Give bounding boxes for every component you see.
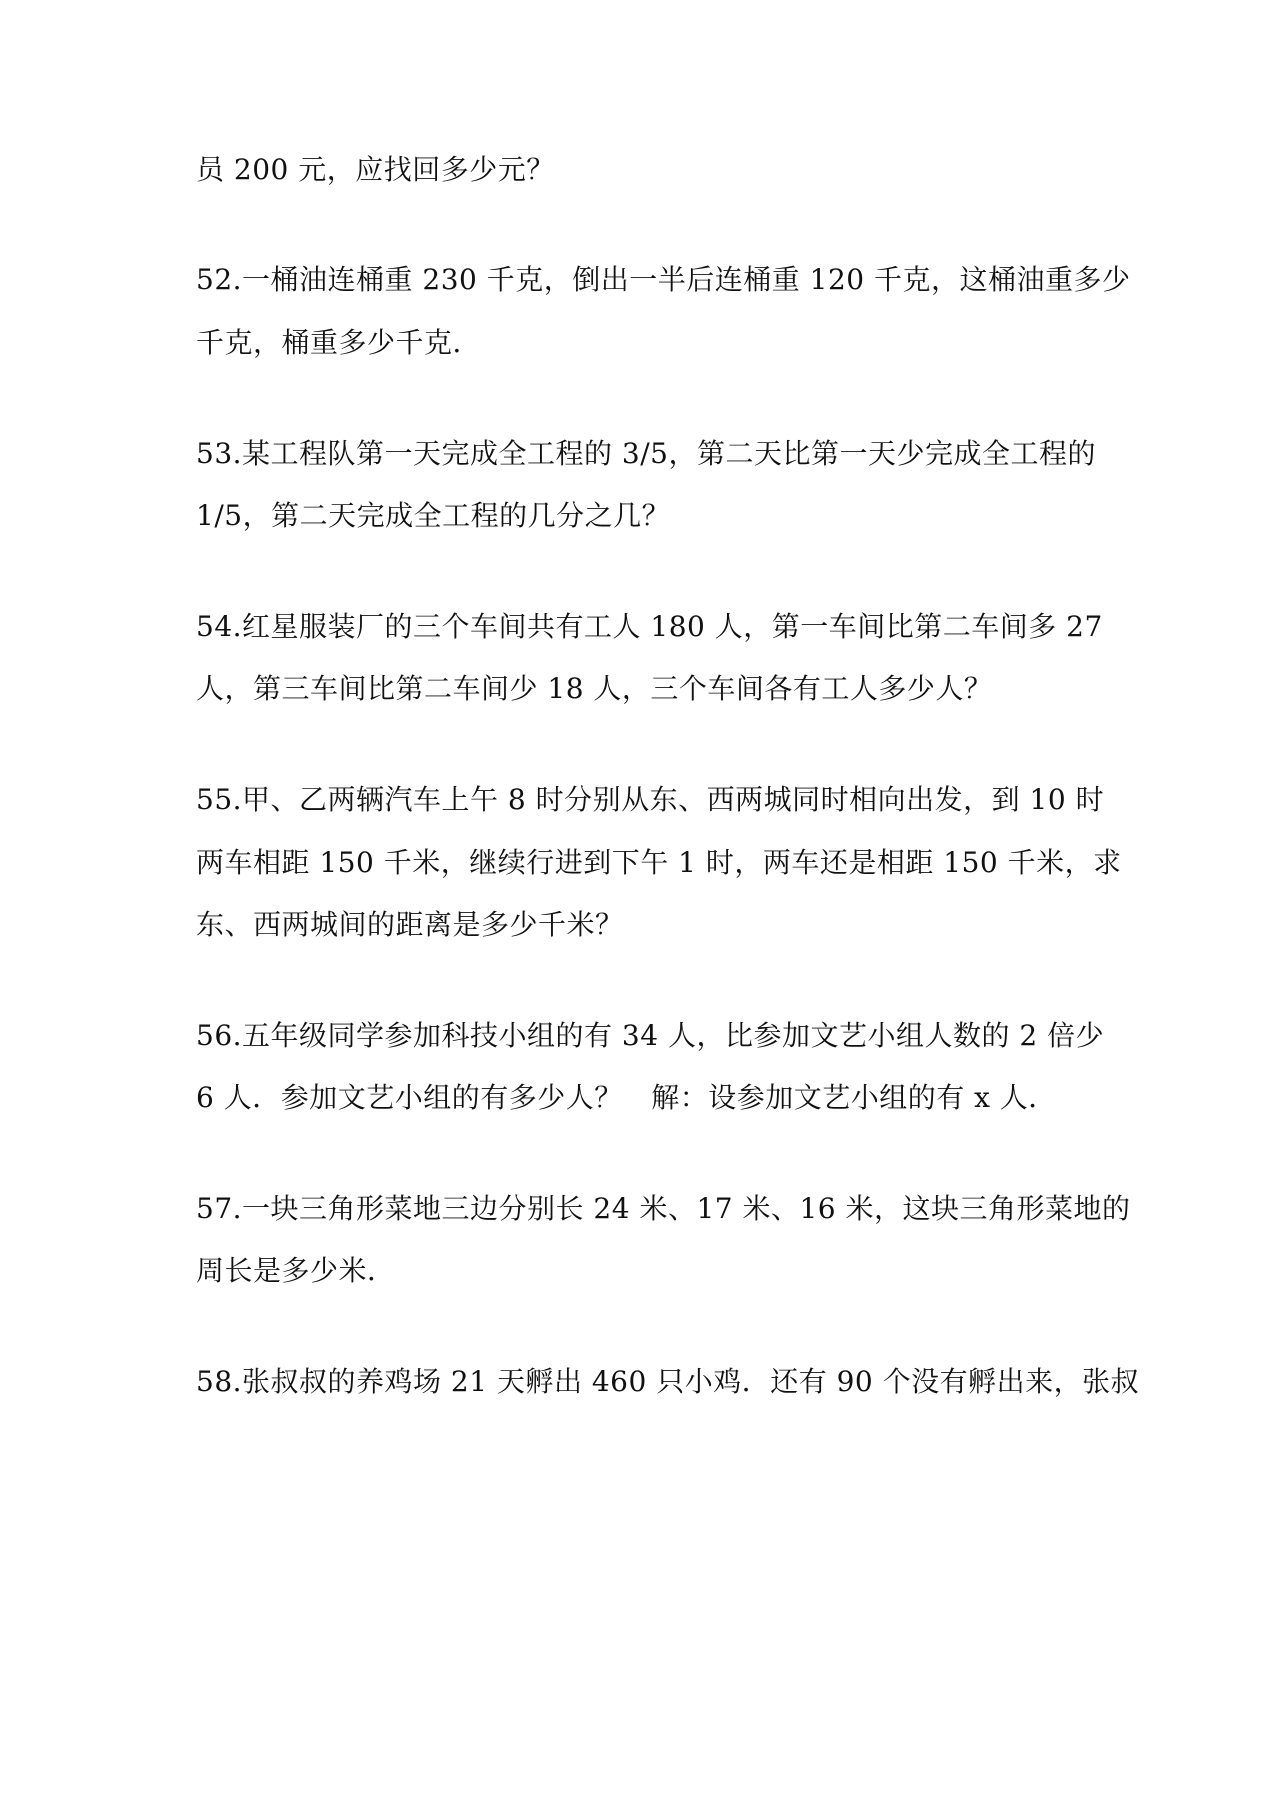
problem-54-line-2: 人，第三车间比第二车间少 18 人，三个车间各有工人多少人？	[196, 672, 993, 705]
problem-51-line-2: 员 200 元，应找回多少元？	[196, 153, 555, 186]
problem-55-line-2: 两车相距 150 千米，继续行进到下午 1 时，两车还是相距 150 千米，求	[196, 846, 1122, 879]
problem-54-line-1: 54.红星服装厂的三个车间共有工人 180 人，第一车间比第二车间多 27	[196, 610, 1103, 643]
problem-57-line-1: 57.一块三角形菜地三边分别长 24 米、17 米、16 米，这块三角形菜地的	[196, 1192, 1131, 1225]
problem-53-line-2: 1/5，第二天完成全工程的几分之几？	[196, 499, 671, 532]
problem-53-line-1: 53.某工程队第一天完成全工程的 3/5，第二天比第一天少完成全工程的	[196, 437, 1096, 470]
problem-52-line-2: 千克，桶重多少千克．	[196, 326, 482, 359]
problem-58-line-1: 58.张叔叔的养鸡场 21 天孵出 460 只小鸡．还有 90 个没有孵出来，张叔	[196, 1365, 1140, 1398]
problem-55-line-1: 55.甲、乙两辆汽车上午 8 时分别从东、西两城同时相向出发，到 10 时	[196, 783, 1105, 816]
problem-55-line-3: 东、西两城间的距离是多少千米？	[196, 908, 624, 941]
problem-57-line-2: 周长是多少米．	[196, 1254, 396, 1287]
problem-56-line-1: 56.五年级同学参加科技小组的有 34 人，比参加文艺小组人数的 2 倍少	[196, 1019, 1105, 1052]
problem-52-line-1: 52.一桶油连桶重 230 千克，倒出一半后连桶重 120 千克，这桶油重多少	[196, 263, 1131, 296]
problem-56-line-2: 6 人．参加文艺小组的有多少人？ 解：设参加文艺小组的有 x 人．	[196, 1081, 1057, 1114]
